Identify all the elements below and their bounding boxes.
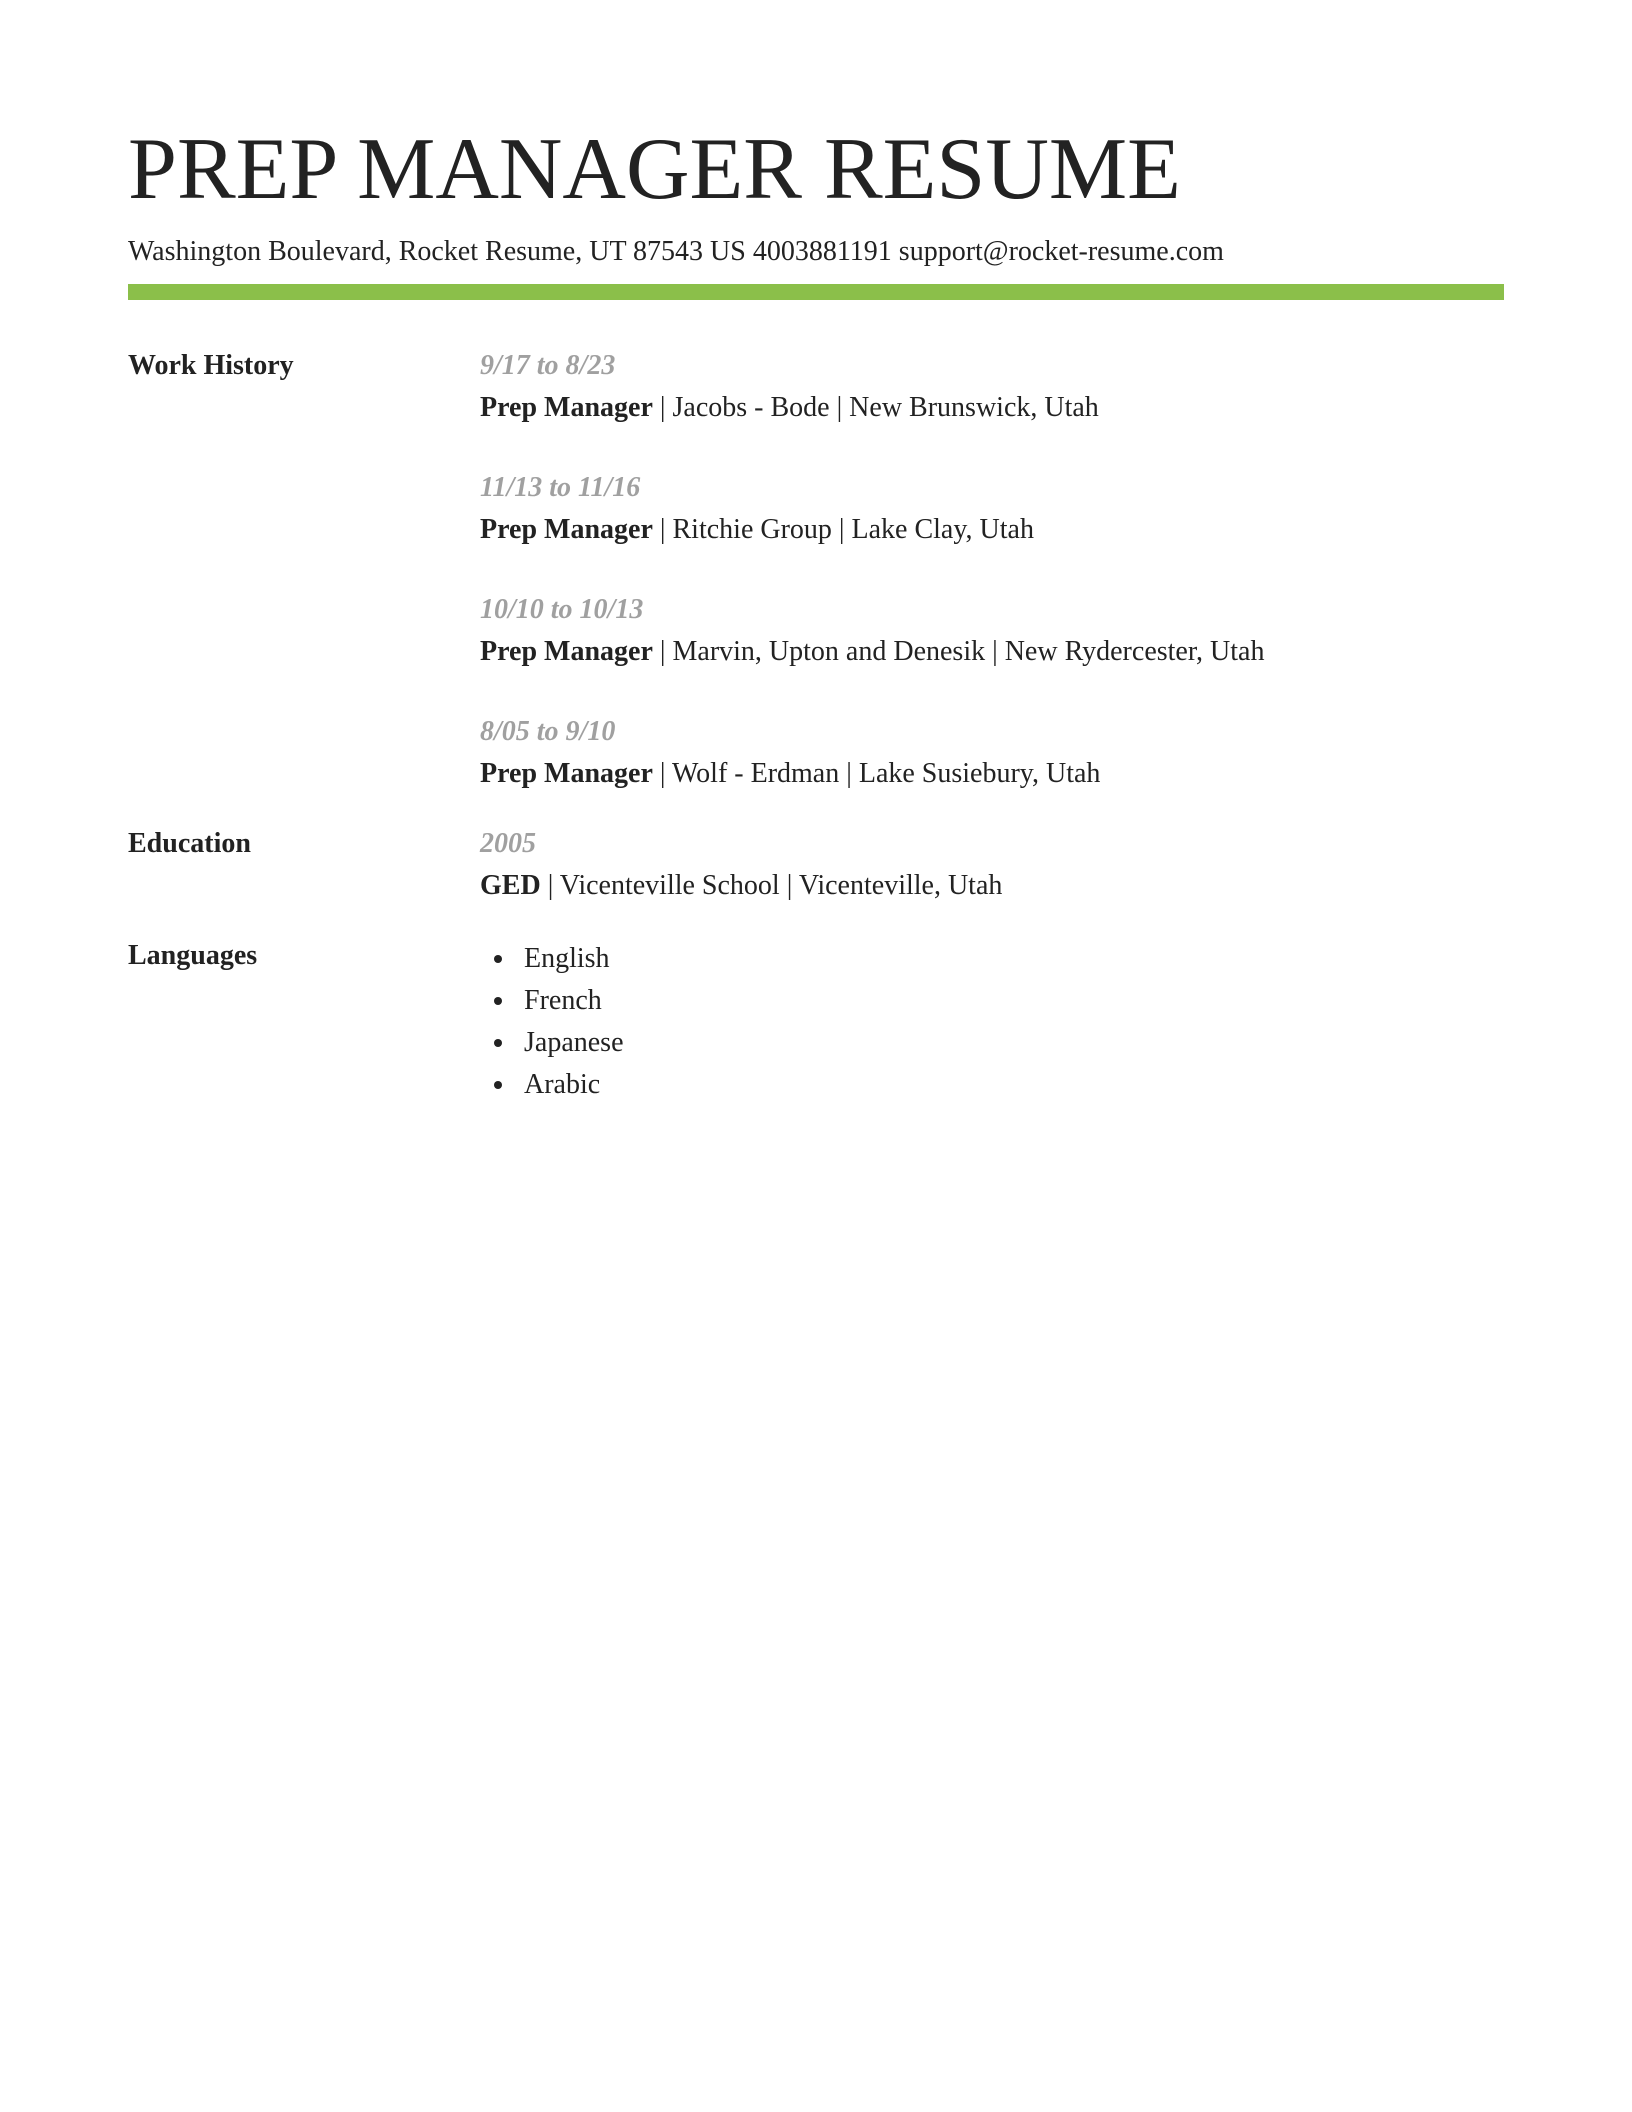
- language-label: Arabic: [524, 1069, 601, 1100]
- language-label: French: [524, 985, 602, 1016]
- resume-page: [128, 118, 1504, 1140]
- entry-role: Prep Manager: [480, 636, 653, 667]
- language-label: English: [524, 943, 610, 974]
- section-label-work-history: Work History: [128, 350, 294, 381]
- entry-line: [480, 512, 1504, 548]
- entry-role: Prep Manager: [480, 758, 653, 789]
- languages-list: [480, 938, 1504, 1106]
- list-item: [480, 938, 1504, 980]
- entry-date: 10/10 to 10/13: [480, 594, 644, 625]
- entry-degree: GED: [480, 870, 541, 901]
- list-item: [480, 980, 1504, 1022]
- accent-divider: [128, 284, 1504, 300]
- contact-line: Washington Boulevard, Rocket Resume, UT 87543 US 4003881191 support@rocket-resume.com: [128, 236, 1224, 267]
- bullet-icon: [494, 1081, 502, 1089]
- entry-date: 2005: [480, 828, 536, 859]
- work-entry: [480, 348, 1504, 426]
- education-entries: [480, 826, 1504, 904]
- resume-title: PREP MANAGER RESUME: [128, 121, 1181, 218]
- entry-line: [480, 390, 1504, 426]
- language-label: Japanese: [524, 1027, 624, 1058]
- list-item: [480, 1064, 1504, 1106]
- entry-date: 8/05 to 9/10: [480, 716, 616, 747]
- entry-date: 9/17 to 8/23: [480, 350, 616, 381]
- entry-details: | Marvin, Upton and Denesik | New Rydercester, Utah: [652, 636, 1265, 667]
- entry-line: [480, 756, 1504, 792]
- resume-sections: [128, 348, 1504, 1106]
- entry-details: | Wolf - Erdman | Lake Susiebury, Utah: [652, 758, 1101, 789]
- bullet-icon: [494, 1039, 502, 1047]
- work-entry: [480, 592, 1504, 670]
- entry-date: 11/13 to 11/16: [480, 472, 641, 503]
- bullet-icon: [494, 997, 502, 1005]
- entry-details: | Ritchie Group | Lake Clay, Utah: [652, 514, 1034, 545]
- entry-role: Prep Manager: [480, 514, 653, 545]
- languages-section: [128, 938, 1504, 1106]
- work-history-entries: [480, 348, 1504, 792]
- work-history-section: [128, 348, 1504, 792]
- list-item: [480, 1022, 1504, 1064]
- bullet-icon: [494, 955, 502, 963]
- education-section: [128, 826, 1504, 904]
- entry-details: | Jacobs - Bode | New Brunswick, Utah: [652, 392, 1099, 423]
- entry-line: [480, 868, 1504, 904]
- entry-line: [480, 634, 1504, 670]
- work-entry: [480, 470, 1504, 548]
- work-entry: [480, 714, 1504, 792]
- entry-role: Prep Manager: [480, 392, 653, 423]
- section-label-education: Education: [128, 828, 251, 859]
- section-label-languages: Languages: [128, 940, 258, 971]
- languages-body: [480, 938, 1504, 1106]
- education-entry: [480, 826, 1504, 904]
- entry-details: | Vicenteville School | Vicenteville, Utah: [540, 870, 1003, 901]
